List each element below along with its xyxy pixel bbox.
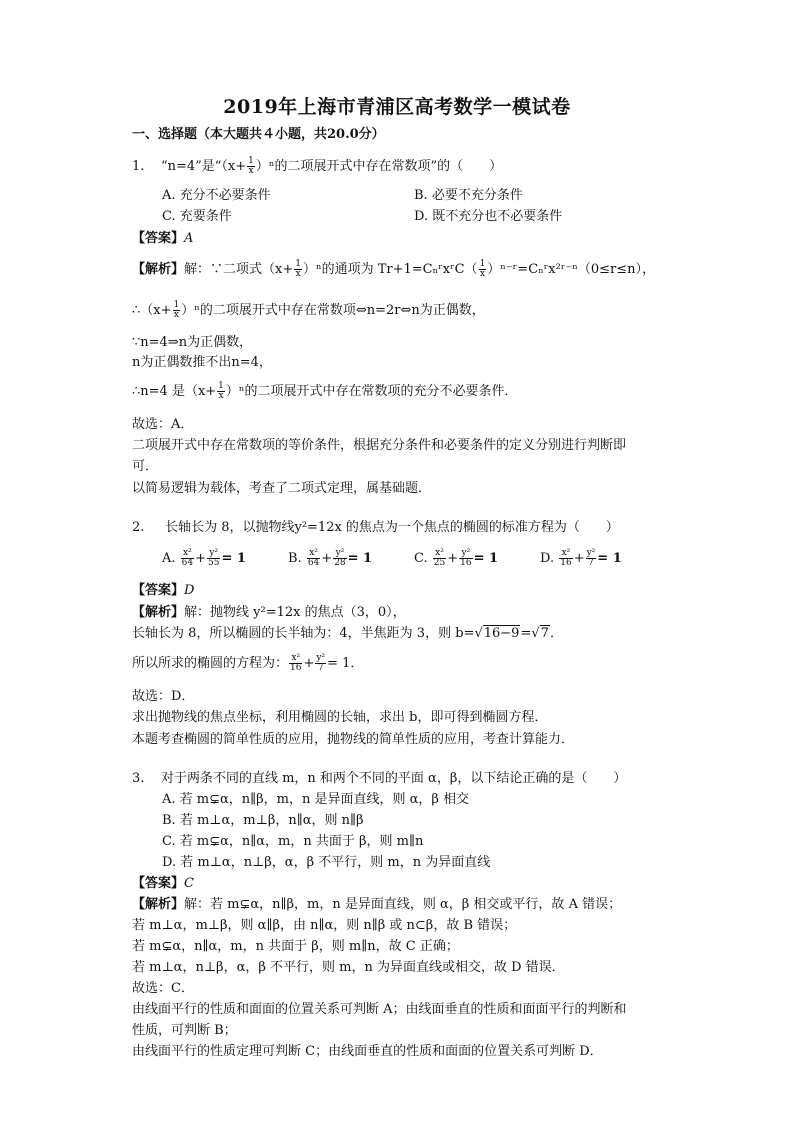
section-heading: 一、选择题（本大题共４小题，共20.0分） xyxy=(132,127,385,142)
question-2-analysis-line-2: 长轴长为 8，所以椭圆的长半轴为：4，半焦距为 3，则 b=√16−9=√7． xyxy=(132,626,563,641)
question-3-comment-line-1: 由线面平行的性质和面面的位置关系可判断 A；由线面垂直的性质和面面平行的判断和 xyxy=(132,1002,627,1017)
question-2-answer: 【答案】D xyxy=(132,583,195,598)
question-1-comment-line-3: 以简易逻辑为载体，考查了二项式定理，属基础题． xyxy=(132,481,432,496)
question-2-option-d[interactable]: D. $\frac{\text{x²}}{16}$ + $\frac{\text{y²}}{7}$ = 1 xyxy=(540,548,622,568)
question-3-comment-line-2: 性质，可判断 B； xyxy=(132,1023,237,1038)
question-1-analysis-line-2: ∴（x+ $\frac{1}{x}$ ）ⁿ的二项展开式中存在常数项⇔n=2r⇔n为正偶数， xyxy=(132,300,485,320)
question-1-choice: 故选：A． xyxy=(132,417,194,432)
question-3-option-c[interactable]: C. 若 m⊊α，n∥α，m，n 共面于 β，则 m∥n xyxy=(162,834,424,849)
question-2-option-c[interactable]: C. $\frac{\text{x²}}{25}$ + $\frac{\text{y²}}{16}$ = 1 xyxy=(414,548,499,568)
question-3-analysis-line-2: 若 m⊥α，m⊥β，则 α∥β，由 n∥α，则 n∥β 或 n⊂β，故 B 错误； xyxy=(132,918,517,933)
question-2-analysis-line-3: 所以所求的椭圆的方程为： $\frac{\text{x²}}{16}$ + $\frac{\text{y²}}{7}$ = 1． xyxy=(132,653,364,673)
question-2-option-a[interactable]: A. $\frac{\text{x²}}{64}$ + $\frac{\text{y²}}{55}$ = 1 xyxy=(162,548,246,568)
question-1-stem: 1. “n=4”是“（x+ $\frac{1}{x}$ ）ⁿ的二项展开式中存在常数项”的（ ） xyxy=(132,156,503,176)
question-3-option-a[interactable]: A. 若 m⊊α，n∥β，m，n 是异面直线，则 α，β 相交 xyxy=(162,792,470,807)
page-title: 2019年上海市青浦区高考数学一模试卷 xyxy=(223,96,571,118)
question-1-comment-line-1: 二项展开式中存在常数项的等价条件，根据充分条件和必要条件的定义分别进行判断即 xyxy=(132,438,627,453)
question-1-option-c[interactable]: C. 充要条件 xyxy=(162,209,232,224)
question-3-comment-line-3: 由线面平行的性质定理可判断 C；由线面垂直的性质和面面的位置关系可判断 D． xyxy=(132,1044,603,1059)
question-3-option-b[interactable]: B. 若 m⊥α，m⊥β，n∥α，则 n∥β xyxy=(162,813,364,828)
question-3-stem: 3. 对于两条不同的直线 m，n 和两个不同的平面 α，β，以下结论正确的是（ ） xyxy=(132,771,627,786)
question-1-analysis-line-4: n为正偶数推不出n=4， xyxy=(132,355,272,370)
question-1-comment-line-2: 可． xyxy=(132,459,159,474)
question-2-comment-line-1: 求出抛物线的焦点坐标，利用椭圆的长轴，求出 b，即可得到椭圆方程． xyxy=(132,710,548,725)
question-1-analysis-line-5: ∴n=4 是（x+ $\frac{1}{x}$ ）ⁿ的二项展开式中存在常数项的充分不必要条件． xyxy=(132,381,518,401)
question-1-option-a[interactable]: A. 充分不必要条件 xyxy=(162,188,271,203)
question-1-analysis-line-1: 【解析】解：∵二项式（x+ $\frac{1}{x}$ ）ⁿ的通项为 Tr+1=CₙʳxʳC（ $\frac{1}{x}$ ）ⁿ⁻ʳ=Cₙʳx²ʳ⁻ⁿ（0≤r≤n）， xyxy=(132,259,655,279)
question-2-stem: 2. 长轴长为 8，以抛物线y²=12x 的焦点为一个焦点的椭圆的标准方程为（ ） xyxy=(132,520,619,535)
question-3-answer: 【答案】C xyxy=(132,876,194,891)
question-1-analysis-line-3: ∵n=4⇒n为正偶数， xyxy=(132,335,253,350)
question-3-analysis-line-1: 【解析】解：若 m⊊α，n∥β，m，n 是异面直线，则 α，β 相交或平行，故 A 错误； xyxy=(132,897,622,912)
question-2-analysis-line-1: 【解析】解：抛物线 y²=12x 的焦点（3，0）， xyxy=(132,605,406,620)
question-3-analysis-line-3: 若 m⊊α，n∥α，m，n 共面于 β，则 m∥n，故 C 正确； xyxy=(132,939,459,954)
question-3-choice: 故选：C． xyxy=(132,981,194,996)
question-2-choice: 故选：D． xyxy=(132,689,195,704)
question-1-option-d[interactable]: D. 既不充分也不必要条件 xyxy=(414,209,563,224)
question-3-option-d[interactable]: D. 若 m⊥α，n⊥β，α，β 不平行，则 m，n 为异面直线 xyxy=(162,855,491,870)
question-3-analysis-line-4: 若 m⊥α，n⊥β，α，β 不平行，则 m，n 为异面直线或相交，故 D 错误． xyxy=(132,960,565,975)
fraction: $\frac{1}{x}$ xyxy=(248,156,254,176)
question-1-answer: 【答案】A xyxy=(132,231,194,246)
question-2-option-b[interactable]: B. $\frac{\text{x²}}{64}$ + $\frac{\text{y²}}{28}$ = 1 xyxy=(288,548,373,568)
question-1-option-b[interactable]: B. 必要不充分条件 xyxy=(414,188,523,203)
question-2-comment-line-2: 本题考查椭圆的简单性质的应用，抛物线的简单性质的应用，考查计算能力． xyxy=(132,732,575,747)
